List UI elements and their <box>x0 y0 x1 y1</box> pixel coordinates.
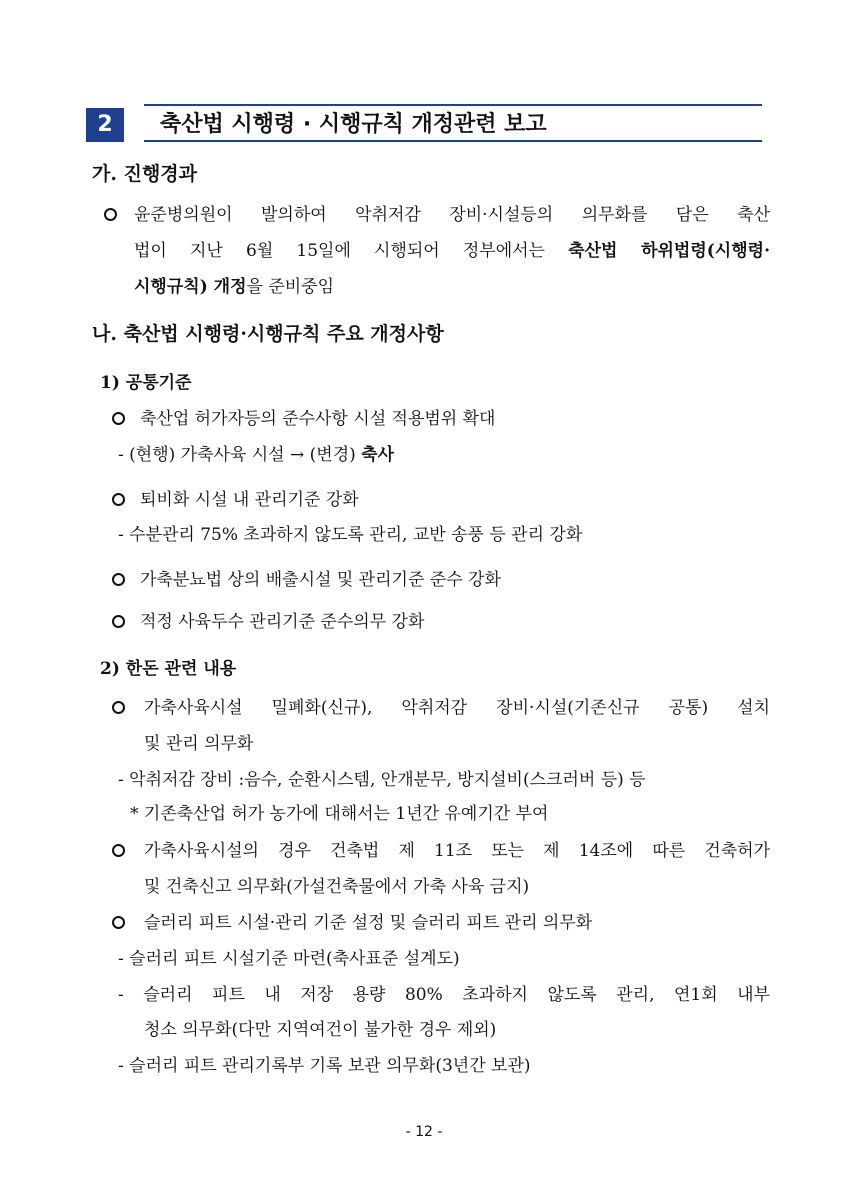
section-a-line-2 <box>134 238 770 264</box>
bullet-circle <box>112 487 125 513</box>
handon-item-2-line-1: 가축사육시설의 경우 건축법 제 11조 또는 제 14조에 따른 건축허가 <box>144 841 770 861</box>
handon-item-1-line-1: 가축사육시설 밀폐화(신규), 악취저감 장비·시설(기존신규 공통) 설치 <box>144 698 770 718</box>
common-item-3: 가축분뇨법 상의 배출시설 및 관리기준 준수 강화 <box>140 570 501 590</box>
page-title: 축산법 시행령 · 시행규칙 개정관련 보고 <box>160 112 547 137</box>
section-a-line-3 <box>134 274 334 300</box>
common-item-4: 적정 사육두수 관리기준 준수의무 강화 <box>140 612 425 632</box>
common-item-2: 퇴비화 시설 내 관리기준 강화 <box>140 490 359 510</box>
handon-item-3-sub-2-line-2: 청소 의무화(다만 지역여건이 불가한 경우 제외) <box>144 1020 497 1040</box>
section-number-badge: 2 <box>86 108 124 142</box>
section-a-line-1: 윤준병의원이 발의하여 악취저감 장비·시설등의 의무화를 담은 축산 <box>134 205 770 225</box>
common-item-2-sub: - 수분관리 75% 초과하지 않도록 관리, 교반 송풍 등 관리 강화 <box>118 525 583 545</box>
section-a-line-2-bold: 축산법 하위법령(시행령· <box>568 241 770 261</box>
handon-item-1-sub: - 악취저감 장비 :음수, 순환시스템, 안개분무, 방지설비(스크러버 등) 등 <box>118 770 646 790</box>
circle-bullet-icon <box>104 208 117 221</box>
section-a-line-3-text: 을 준비중임 <box>246 277 335 297</box>
circle-bullet-icon <box>112 844 125 857</box>
bullet-circle <box>112 406 125 432</box>
handon-item-3-sub-2-line-1: - 슬러리 피트 내 저장 용량 80% 초과하지 않도록 관리, 연1회 내부 <box>118 985 770 1005</box>
handon-item-3-sub-1: - 슬러리 피트 시설기준 마련(축사표준 설계도) <box>118 949 460 969</box>
handon-title: 2) 한돈 관련 내용 <box>100 659 237 679</box>
circle-bullet-icon <box>112 573 125 586</box>
common-item-1-sub-bold: 축사 <box>361 445 395 465</box>
bullet-circle <box>112 567 125 593</box>
handon-item-3-sub-3: - 슬러리 피트 관리기록부 기록 보관 의무화(3년간 보관) <box>118 1056 531 1076</box>
common-item-1: 축산업 허가자등의 준수사항 시설 적용범위 확대 <box>140 409 496 429</box>
bullet-circle <box>112 838 125 864</box>
bullet-circle <box>112 910 125 936</box>
common-item-1-sub <box>118 442 394 468</box>
common-standards-title: 1) 공통기준 <box>100 373 192 393</box>
circle-bullet-icon <box>112 615 125 628</box>
circle-bullet-icon <box>112 493 125 506</box>
circle-bullet-icon <box>112 916 125 929</box>
handon-item-1-note: * 기존축산업 허가 농가에 대해서는 1년간 유예기간 부여 <box>130 804 549 824</box>
section-a-line-3-bold: 시행규칙) 개정 <box>134 277 247 297</box>
heading-rule-bottom <box>144 140 762 142</box>
circle-bullet-icon <box>112 412 125 425</box>
section-b-title: 나. 축산법 시행령·시행규칙 주요 개정사항 <box>92 323 444 345</box>
bullet-circle <box>104 202 117 228</box>
handon-item-2-line-2: 및 건축신고 의무화(가설건축물에서 가축 사육 금지) <box>144 877 530 897</box>
common-item-1-sub-text: - (현행) 가축사육 시설 → (변경) <box>118 445 362 465</box>
heading-rule-top <box>144 104 762 106</box>
circle-bullet-icon <box>112 701 125 714</box>
page-number: - 12 - <box>405 1124 443 1140</box>
section-a-title: 가. 진행경과 <box>92 163 197 185</box>
section-a-line-2-text: 법이 지난 6월 15일에 시행되어 정부에서는 <box>134 241 569 261</box>
bullet-circle <box>112 609 125 635</box>
bullet-circle <box>112 695 125 721</box>
handon-item-3: 슬러리 피트 시설·관리 기준 설정 및 슬러리 피트 관리 의무화 <box>144 913 593 933</box>
handon-item-1-line-2: 및 관리 의무화 <box>144 734 254 754</box>
